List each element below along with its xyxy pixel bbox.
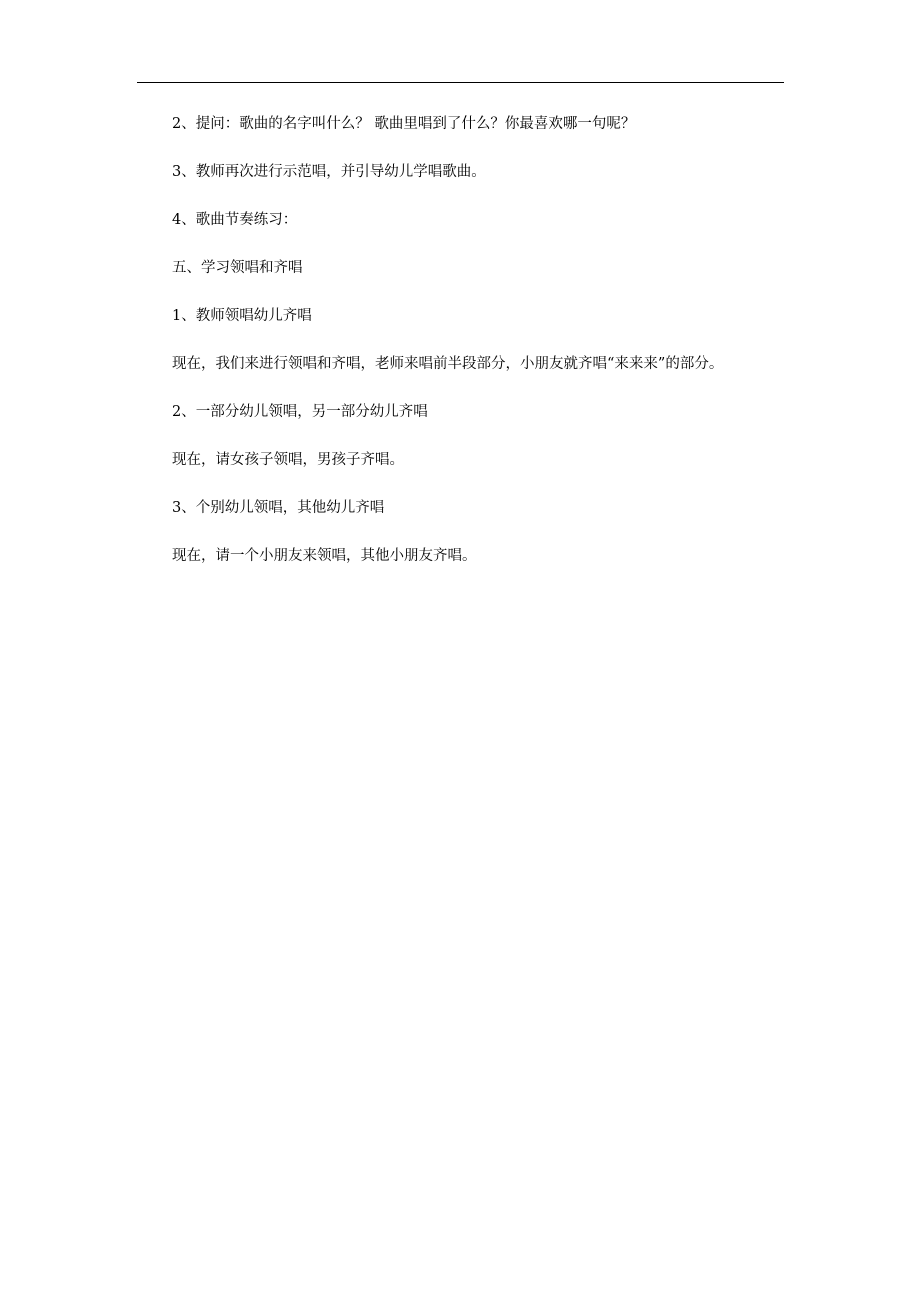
section-heading-lead-and-chorus: 五、学习领唱和齐唱 bbox=[172, 260, 303, 276]
step-teacher-lead: 1、教师领唱幼儿齐唱 bbox=[172, 308, 312, 324]
instruction-individual-lead: 现在，请一个小朋友来领唱，其他小朋友齐唱。 bbox=[172, 548, 477, 564]
step-demonstration: 3、教师再次进行示范唱，并引导幼儿学唱歌曲。 bbox=[172, 164, 486, 180]
step-individual-lead: 3、个别幼儿领唱，其他幼儿齐唱 bbox=[172, 500, 385, 516]
instruction-teacher-lead: 现在，我们来进行领唱和齐唱，老师来唱前半段部分，小朋友就齐唱“来来来”的部分。 bbox=[172, 356, 724, 372]
step-rhythm-practice: 4、歌曲节奏练习： bbox=[172, 212, 298, 228]
instruction-group-lead: 现在，请女孩子领唱，男孩子齐唱。 bbox=[172, 452, 404, 468]
step-question: 2、提问：歌曲的名字叫什么？ 歌曲里唱到了什么？你最喜欢哪一句呢？ bbox=[172, 116, 636, 132]
document-body bbox=[172, 108, 812, 588]
step-group-lead: 2、一部分幼儿领唱，另一部分幼儿齐唱 bbox=[172, 404, 428, 420]
header-rule bbox=[137, 82, 784, 83]
